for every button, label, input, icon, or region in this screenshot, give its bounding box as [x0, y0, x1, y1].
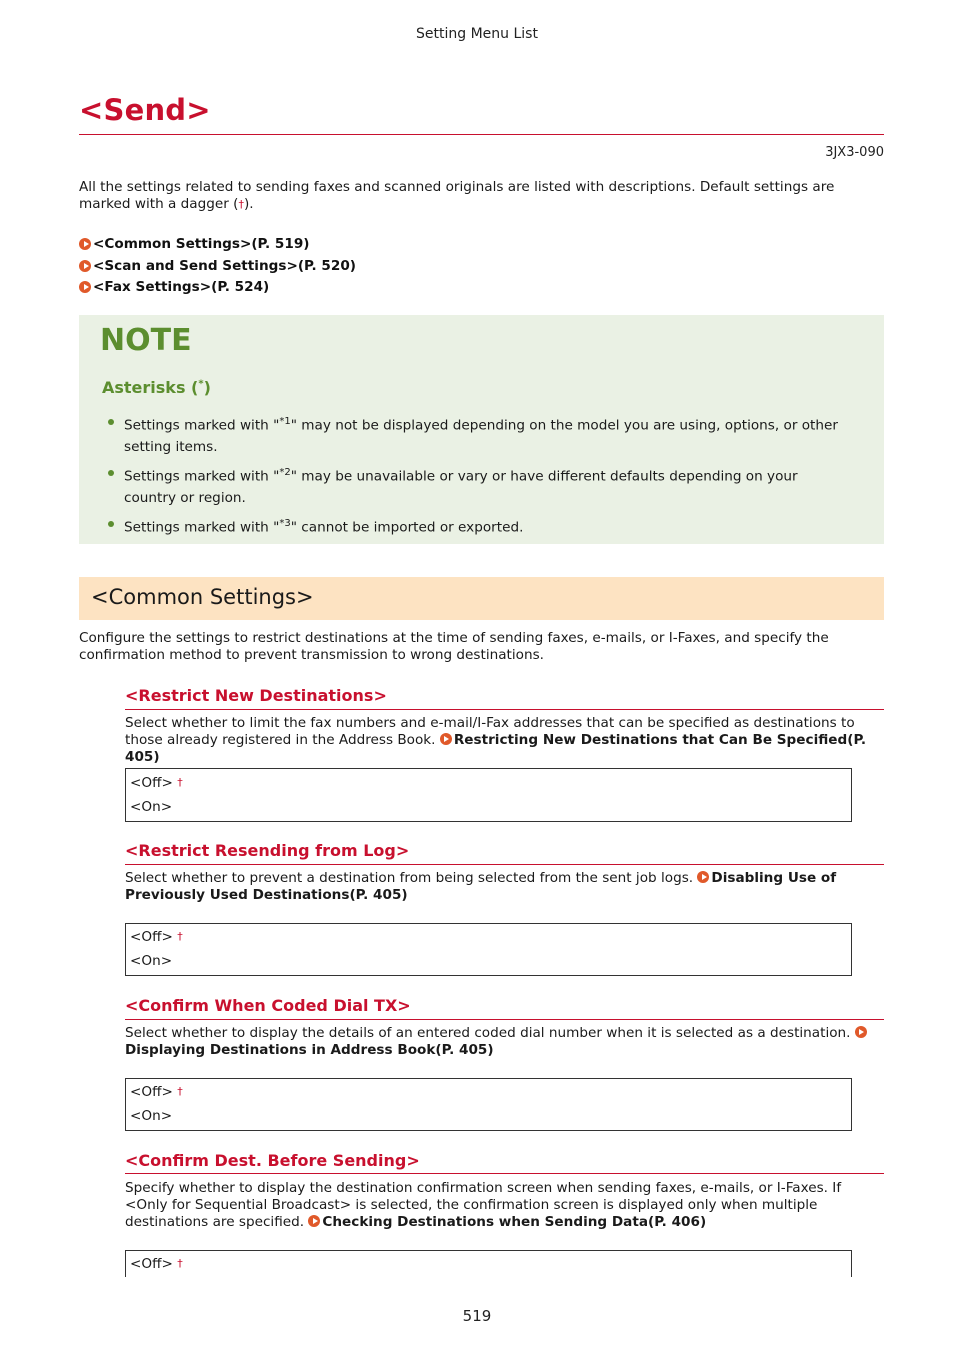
option-row: [126, 1251, 851, 1276]
option-row: <On>: [130, 1108, 173, 1124]
note-subtitle: [102, 378, 211, 397]
bullet-text-pre: Settings marked with ": [124, 417, 280, 434]
bullet-text-pre: Settings marked with ": [124, 468, 280, 485]
option-row: [126, 924, 851, 949]
dagger-mark: †: [177, 930, 183, 943]
toc-link-label: <Scan and Send Settings>(P. 520): [93, 258, 357, 274]
bullet-dot-icon: [108, 470, 114, 476]
intro-paragraph: [79, 179, 887, 213]
option-value: <Off>: [130, 775, 173, 791]
link-arrow-icon: [308, 1215, 320, 1227]
link-arrow-icon: [79, 281, 91, 293]
option-value: <Off>: [130, 1084, 173, 1100]
setting-link[interactable]: Checking Destinations when Sending Data(P. 406): [322, 1214, 707, 1230]
bullet-dot-icon: [108, 419, 114, 425]
dagger-mark: †: [238, 198, 244, 211]
setting-link[interactable]: Restricting New Destinations that Can Be Specified(P. 405): [125, 732, 867, 765]
bullet-text-post: " cannot be imported or exported.: [290, 519, 524, 536]
dagger-mark: †: [177, 1085, 183, 1098]
bullet-sup: *1: [279, 416, 291, 427]
page-title: <Send>: [79, 93, 211, 127]
link-arrow-icon: [697, 871, 709, 883]
setting-heading-restrict-new-destinations: <Restrict New Destinations>: [125, 686, 387, 705]
link-arrow-icon: [79, 260, 91, 272]
note-box: [79, 315, 884, 544]
setting-heading-confirm-dest: <Confirm Dest. Before Sending>: [125, 1151, 420, 1170]
note-title: NOTE: [100, 323, 192, 358]
heading-divider: [125, 709, 884, 710]
bullet-sup: *2: [279, 467, 291, 478]
option-row: <On>: [130, 799, 173, 815]
setting-description: [125, 715, 880, 766]
bullet-sup: *3: [279, 518, 291, 529]
option-value: <Off>: [130, 929, 173, 945]
options-table: [125, 923, 852, 976]
asterisk-mark: *: [198, 378, 204, 390]
bullet-dot-icon: [108, 521, 114, 527]
setting-text: Specify whether to display the destination confirmation screen when sending faxes, e-mails, or I-Faxes. If <Only for Sequential Broadcast> is selected, the confirmation screen is displayed only when multiple destinations are specified.: [125, 1180, 842, 1230]
note-bullet: [108, 411, 848, 458]
setting-description: [125, 870, 855, 904]
note-bullet: [108, 462, 848, 509]
setting-heading-restrict-resending: <Restrict Resending from Log>: [125, 841, 410, 860]
setting-link[interactable]: Displaying Destinations in Address Book(P. 405): [125, 1042, 494, 1058]
options-table: [125, 1250, 852, 1277]
dagger-mark: †: [177, 1257, 183, 1270]
option-row: [126, 1079, 851, 1104]
toc-link-label: <Common Settings>(P. 519): [93, 236, 310, 252]
toc-link-fax-settings[interactable]: [79, 279, 269, 295]
option-row: [126, 769, 851, 795]
setting-description: [125, 1180, 883, 1231]
heading-divider: [125, 864, 884, 865]
setting-link[interactable]: Disabling Use of Previously Used Destinations(P. 405): [125, 870, 837, 903]
link-arrow-icon: [855, 1026, 867, 1038]
title-divider: [79, 134, 884, 135]
bullet-text-post: " may not be displayed depending on the model you are using, options, or other setting items.: [124, 417, 838, 455]
toc-link-common-settings[interactable]: [79, 236, 310, 252]
heading-divider: [125, 1019, 884, 1020]
toc-link-scan-send-settings[interactable]: [79, 258, 356, 274]
running-header: Setting Menu List: [416, 26, 538, 42]
document-code: 3JX3-090: [825, 145, 884, 160]
bullet-text-post: " may be unavailable or vary or have different defaults depending on your country or region.: [124, 468, 798, 506]
page-number: 519: [462, 1307, 492, 1325]
dagger-mark: †: [177, 776, 183, 789]
setting-text: Select whether to limit the fax numbers and e-mail/I-Fax addresses that can be specified as destinations to those already registered in the Address Book.: [125, 715, 855, 748]
setting-description: [125, 1025, 875, 1059]
link-arrow-icon: [79, 238, 91, 250]
section-header-common-settings: [79, 577, 884, 620]
toc-link-label: <Fax Settings>(P. 524): [93, 279, 270, 295]
intro-text-end: ).: [243, 196, 254, 212]
section-description: Configure the settings to restrict destinations at the time of sending faxes, e-mails, or I-Faxes, and specify the confirmation method to prevent transmission to wrong destinations.: [79, 630, 829, 663]
intro-text: All the settings related to sending faxes and scanned originals are listed with descriptions. Default settings are marked with a dagger (: [79, 179, 835, 212]
option-value: <Off>: [130, 1256, 173, 1272]
setting-text: Select whether to display the details of an entered coded dial number when it is selected as a destination.: [125, 1025, 855, 1041]
setting-heading-confirm-coded-dial: <Confirm When Coded Dial TX>: [125, 996, 411, 1015]
options-table: [125, 1078, 852, 1131]
bullet-text-pre: Settings marked with ": [124, 519, 280, 536]
note-subtitle-end: ): [203, 378, 211, 397]
note-subtitle-text: Asterisks (: [102, 378, 199, 397]
option-row: <On>: [130, 953, 173, 969]
note-bullet: [108, 513, 848, 539]
options-table: [125, 768, 852, 822]
link-arrow-icon: [440, 733, 452, 745]
setting-text: Select whether to prevent a destination from being selected from the sent job logs.: [125, 870, 698, 886]
section-title: <Common Settings>: [91, 585, 314, 609]
heading-divider: [125, 1173, 884, 1174]
